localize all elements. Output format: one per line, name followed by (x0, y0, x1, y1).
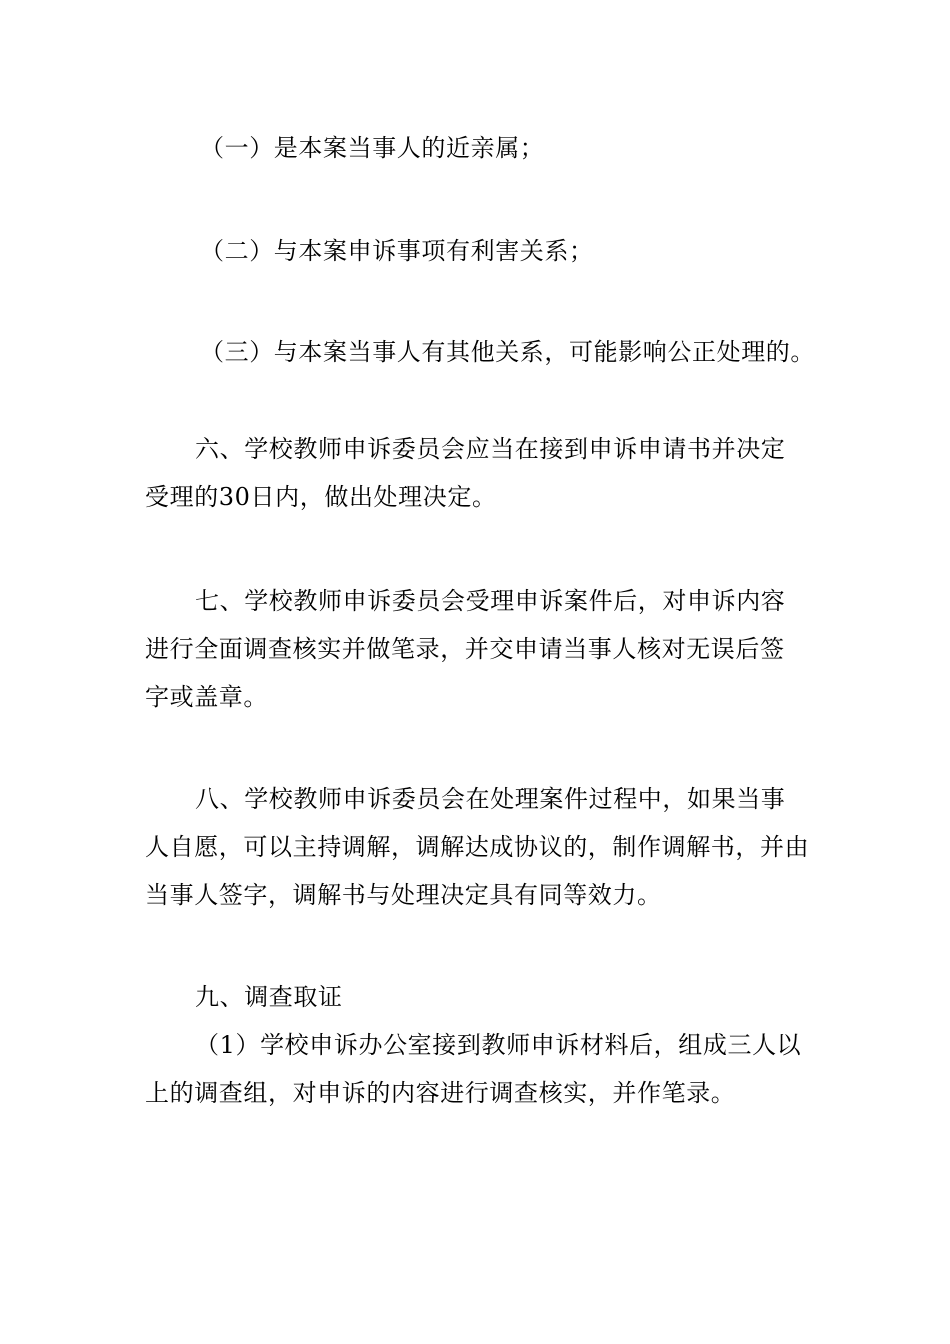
list-item-3 (200, 328, 870, 376)
section-8-paragraph (145, 775, 815, 919)
section-7-paragraph (145, 577, 815, 721)
section-8-line-2: 人自愿，可以主持调解，调解达成协议的，制作调解书，并由 (145, 833, 810, 861)
section-6-line-1: 六、学校教师申诉委员会应当在接到申诉申请书并决定 (195, 435, 786, 463)
section-7-line-1: 七、学校教师申诉委员会受理申诉案件后，对申诉内容 (195, 587, 786, 615)
section-8-line-1: 八、学校教师申诉委员会在处理案件过程中，如果当事 (195, 785, 786, 813)
section-9-sub-1-line-2: 上的调查组，对申诉的内容进行调查核实，并作笔录。 (145, 1079, 736, 1107)
list-item-1 (200, 124, 870, 172)
section-9-paragraph (145, 973, 815, 1117)
section-7-line-2: 进行全面调查核实并做笔录，并交申请当事人核对无误后签 (145, 635, 785, 663)
list-item-text: （二）与本案申诉事项有利害关系； (200, 237, 594, 265)
section-9-sub-1-line-1: （1）学校申诉办公室接到教师申诉材料后，组成三人以 (195, 1031, 802, 1059)
section-8-line-3: 当事人签字，调解书与处理决定具有同等效力。 (145, 881, 662, 909)
section-6-line-2: 受理的30日内，做出处理决定。 (145, 483, 497, 511)
list-item-text: （三）与本案当事人有其他关系，可能影响公正处理的。 (200, 338, 815, 366)
section-6-paragraph (145, 425, 815, 521)
list-item-2 (200, 227, 870, 275)
section-7-line-3: 字或盖章。 (145, 683, 268, 711)
section-9-heading: 九、调查取证 (195, 983, 343, 1011)
list-item-text: （一）是本案当事人的近亲属； (200, 134, 545, 162)
